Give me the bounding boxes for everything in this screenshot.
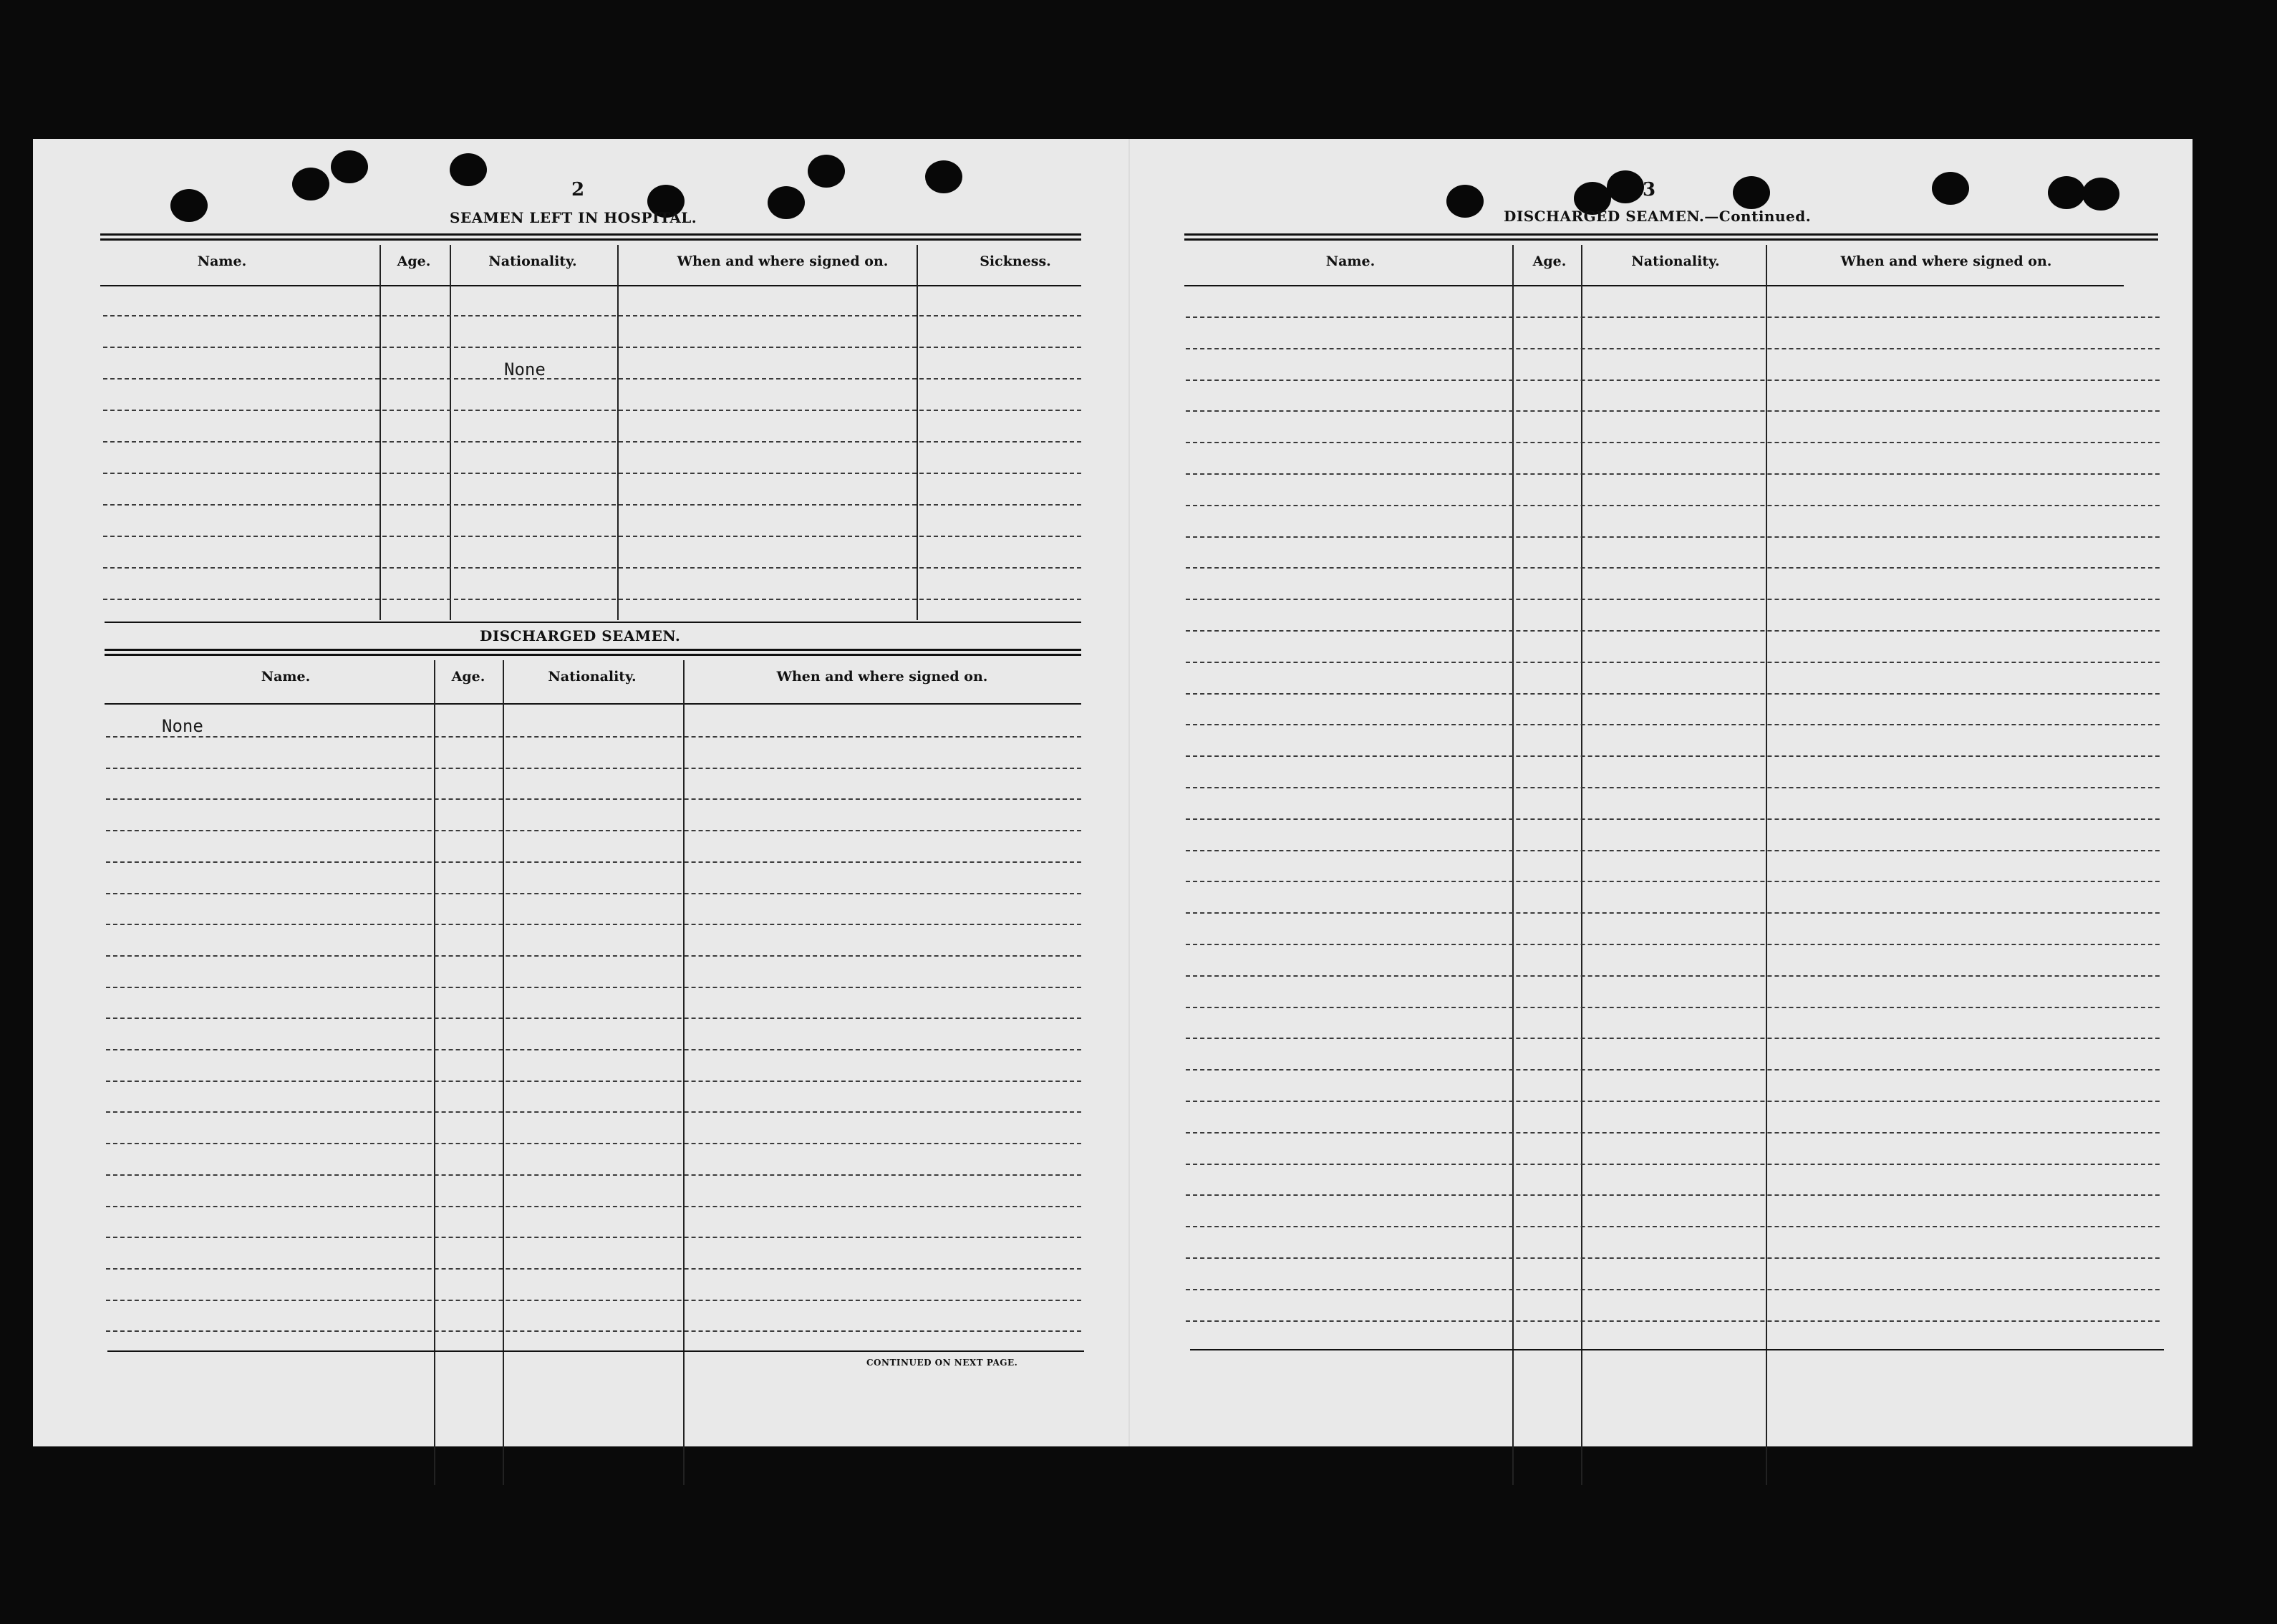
- column-divider: [450, 245, 451, 620]
- ruled-line: [1186, 599, 2160, 600]
- column-divider: [1581, 245, 1582, 1485]
- ruled-line: [1186, 1164, 2160, 1165]
- discharged-header-nationality: Nationality.: [548, 669, 637, 685]
- page-fold: [1128, 139, 1130, 1446]
- hospital-top-rule: [100, 233, 1081, 241]
- ruled-line: [103, 315, 1081, 316]
- right-header-age: Age.: [1532, 253, 1567, 269]
- punch-hole: [1607, 170, 1644, 203]
- page-number-left: 2: [571, 179, 585, 200]
- ruled-line: [103, 410, 1081, 411]
- ruled-line: [103, 599, 1081, 600]
- ruled-line: [1186, 881, 2160, 882]
- ruled-line: [1186, 818, 2160, 820]
- column-divider: [917, 245, 918, 620]
- ruled-line: [1186, 1226, 2160, 1227]
- ruled-line: [106, 1111, 1081, 1113]
- punch-hole: [450, 153, 487, 186]
- ruled-line: [106, 1018, 1081, 1019]
- hospital-bottom-rule: [105, 622, 1081, 623]
- ruled-line: [106, 1174, 1081, 1176]
- ruled-line: [1186, 380, 2160, 381]
- column-divider: [1766, 245, 1767, 1485]
- ruled-line: [1186, 348, 2160, 349]
- punch-hole: [170, 189, 208, 222]
- punch-hole: [1733, 176, 1770, 209]
- ruled-line: [1186, 1038, 2160, 1039]
- ruled-line: [1186, 442, 2160, 443]
- punch-hole: [292, 168, 329, 200]
- hospital-entry-none: None: [504, 359, 546, 380]
- ruled-line: [1186, 693, 2160, 695]
- ruled-line: [1186, 1132, 2160, 1134]
- ruled-line: [103, 536, 1081, 537]
- ruled-line: [103, 473, 1081, 474]
- right-bottom-rule: [1190, 1349, 2164, 1350]
- header-signed-on: When and where signed on.: [677, 253, 889, 269]
- ruled-line: [103, 567, 1081, 569]
- ruled-line: [1186, 1289, 2160, 1290]
- ruled-line: [106, 1237, 1081, 1238]
- ruled-line: [106, 1206, 1081, 1207]
- ruled-line: [1186, 536, 2160, 538]
- column-divider: [503, 660, 504, 1485]
- ruled-line: [106, 893, 1081, 894]
- ruled-line: [1186, 662, 2160, 663]
- punch-hole: [925, 160, 962, 193]
- right-header-nationality: Nationality.: [1631, 253, 1720, 269]
- section-title-hospital: SEAMEN LEFT IN HOSPITAL.: [450, 209, 697, 226]
- ruled-line: [1186, 912, 2160, 914]
- punch-hole: [2048, 176, 2085, 209]
- section-title-discharged: DISCHARGED SEAMEN.: [480, 627, 681, 644]
- discharged-header-name: Name.: [261, 669, 311, 685]
- ruled-line: [106, 987, 1081, 988]
- discharged-header-age: Age.: [451, 669, 485, 685]
- punch-hole: [1932, 172, 1969, 205]
- ruled-line: [103, 347, 1081, 348]
- ruled-line: [1186, 1069, 2160, 1070]
- ruled-line: [106, 768, 1081, 769]
- ruled-line: [1186, 1101, 2160, 1102]
- ruled-line: [1186, 316, 2160, 318]
- ruled-line: [103, 441, 1081, 443]
- ruled-line: [1186, 787, 2160, 788]
- ruled-line: [1186, 567, 2160, 569]
- ruled-line: [106, 736, 1081, 738]
- ruled-line: [106, 1300, 1081, 1301]
- punch-hole: [331, 150, 368, 183]
- ruled-line: [106, 1268, 1081, 1270]
- ruled-line: [106, 1330, 1081, 1332]
- ruled-line: [1186, 410, 2160, 412]
- ruled-line: [106, 861, 1081, 863]
- ruled-line: [103, 378, 1081, 380]
- continued-note: CONTINUED ON NEXT PAGE.: [866, 1358, 1018, 1368]
- ledger-sheet: [33, 139, 2193, 1446]
- ruled-line: [1186, 975, 2160, 977]
- ruled-line: [1186, 755, 2160, 757]
- column-divider: [683, 660, 685, 1485]
- right-header-rule: [1184, 285, 2124, 286]
- ruled-line: [1186, 850, 2160, 851]
- page-number-right: 3: [1643, 179, 1656, 200]
- column-divider: [434, 660, 435, 1485]
- right-top-rule: [1184, 233, 2158, 241]
- ruled-line: [1186, 1194, 2160, 1196]
- header-nationality: Nationality.: [488, 253, 577, 269]
- punch-hole: [768, 186, 805, 219]
- header-name: Name.: [197, 253, 247, 269]
- ruled-line: [1186, 944, 2160, 945]
- ruled-line: [106, 1049, 1081, 1050]
- ruled-line: [106, 830, 1081, 831]
- discharged-bottom-rule: [107, 1350, 1084, 1352]
- discharged-header-rule: [105, 703, 1081, 705]
- discharged-entry-none: None: [162, 716, 203, 736]
- discharged-header-signed-on: When and where signed on.: [776, 669, 988, 685]
- punch-hole: [808, 155, 845, 188]
- ruled-line: [106, 798, 1081, 800]
- ruled-line: [1186, 630, 2160, 632]
- ruled-line: [1186, 473, 2160, 475]
- ruled-line: [1186, 1320, 2160, 1322]
- discharged-top-rule: [105, 649, 1081, 656]
- ruled-line: [1186, 724, 2160, 725]
- ruled-line: [106, 955, 1081, 957]
- punch-hole: [1446, 185, 1484, 218]
- column-divider: [380, 245, 381, 620]
- ruled-line: [106, 1081, 1081, 1082]
- ruled-line: [106, 924, 1081, 925]
- header-age: Age.: [397, 253, 431, 269]
- ruled-line: [103, 504, 1081, 506]
- ruled-line: [1186, 1007, 2160, 1008]
- ruled-line: [1186, 1257, 2160, 1259]
- ruled-line: [1186, 505, 2160, 506]
- column-divider: [617, 245, 619, 620]
- column-divider: [1512, 245, 1514, 1485]
- ruled-line: [106, 1143, 1081, 1144]
- hospital-header-rule: [100, 285, 1081, 286]
- right-header-name: Name.: [1325, 253, 1376, 269]
- header-sickness: Sickness.: [980, 253, 1051, 269]
- section-title-continued: DISCHARGED SEAMEN.—Continued.: [1504, 208, 1812, 225]
- punch-hole: [2082, 178, 2119, 211]
- right-header-signed-on: When and where signed on.: [1840, 253, 2052, 269]
